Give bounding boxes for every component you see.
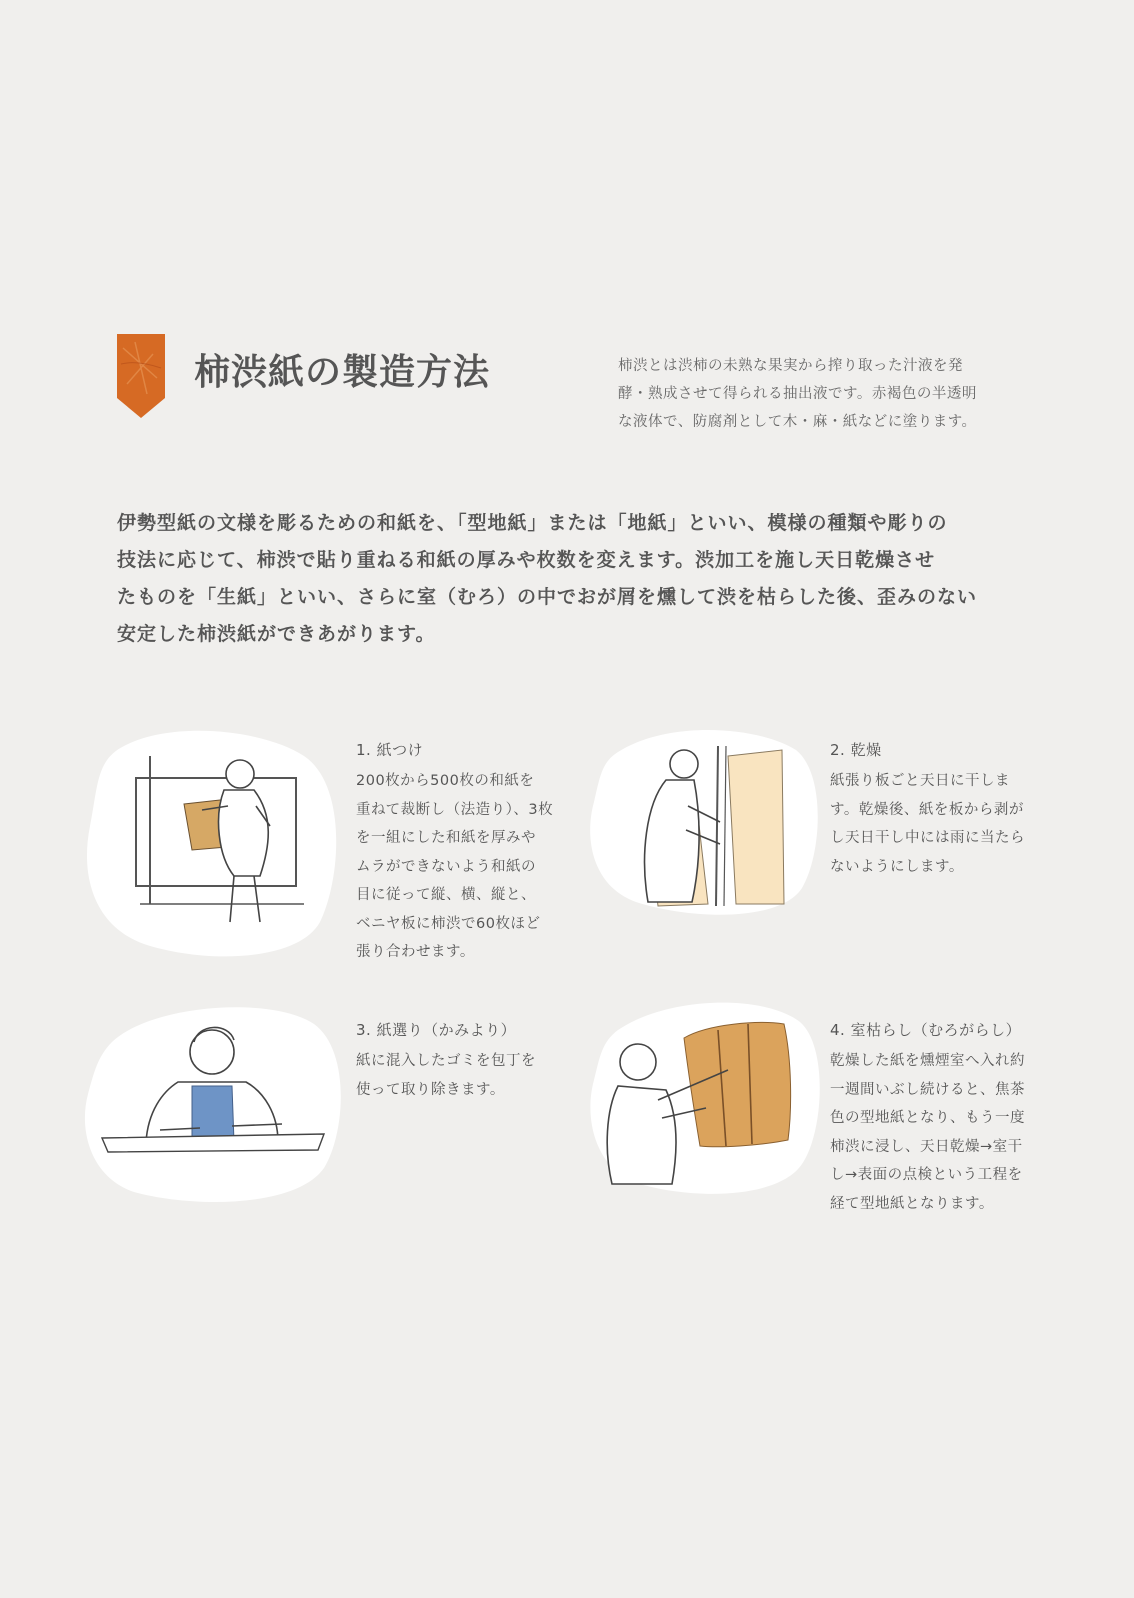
step-line: ムラができないよう和紙の: [356, 858, 536, 875]
step-line: す。乾燥後、紙を板から剥が: [830, 801, 1024, 818]
smoking-room-illustration-icon: [588, 1000, 820, 1196]
page-title: 柿渋紙の製造方法: [194, 352, 491, 393]
lead-paragraph: [117, 505, 1047, 653]
step-line: 紙に混入したゴミを包丁を: [356, 1053, 536, 1069]
step-title: 4. 室枯らし（むろがらし）: [830, 1021, 1022, 1039]
step-line: を一組にした和紙を厚みや: [356, 830, 536, 846]
lead-line: たものを「生紙」といい、さらに室（むろ）の中でおが屑を燻して渋を枯らした後、歪みのない: [117, 586, 978, 608]
step-line: 柿渋に浸し、天日乾燥→室干: [830, 1138, 1023, 1155]
step-line: ベニヤ板に柿渋で60枚ほど: [356, 915, 541, 932]
step-line: 乾燥した紙を燻煙室へ入れ約: [830, 1053, 1025, 1069]
step-line: 色の型地紙となり、もう一度: [830, 1110, 1025, 1126]
paper-sorting-illustration-icon: [82, 1002, 350, 1206]
paper-pasting-illustration-icon: [84, 726, 346, 962]
step-line: 紙張り板ごと天日に干しま: [830, 773, 1010, 789]
step-line: し→表面の点検という工程を: [830, 1167, 1023, 1183]
step-title: 1. 紙つけ: [356, 741, 424, 759]
step-body: [830, 767, 1025, 881]
step-line: 使って取り除きます。: [356, 1081, 505, 1098]
intro-line: な液体で、防腐剤として木・麻・紙などに塗ります。: [618, 414, 977, 430]
intro-text: [618, 352, 1028, 436]
step-line: 目に従って縦、横、縦と、: [356, 887, 536, 903]
lead-line: 安定した柿渋紙ができあがります。: [117, 623, 436, 645]
step-body: [356, 767, 553, 967]
step-line: し天日干し中には雨に当たら: [830, 830, 1025, 846]
step-line: 重ねて裁断し（法造り）、3枚: [356, 801, 554, 818]
step-body: [356, 1047, 536, 1104]
kakishibu-emblem-icon: [117, 334, 165, 422]
lead-line: 技法に応じて、柿渋で貼り重ねる和紙の厚みや枚数を変えます。渋加工を施し天日乾燥させ: [117, 549, 936, 571]
step-line: 経て型地紙となります。: [830, 1195, 994, 1212]
step-body: [830, 1047, 1025, 1218]
step-title: 2. 乾燥: [830, 741, 882, 759]
step-line: 一週間いぶし続けると、焦茶: [830, 1081, 1025, 1098]
intro-line: 酵・熟成させて得られる抽出液です。赤褐色の半透明: [618, 386, 977, 402]
step-line: 張り合わせます。: [356, 944, 475, 960]
drying-illustration-icon: [588, 726, 820, 916]
lead-line: 伊勢型紙の文様を彫るための和紙を、「型地紙」または「地紙」といい、模様の種類や彫りの: [117, 512, 948, 534]
step-line: 200枚から500枚の和紙を: [356, 773, 535, 789]
step-line: ないようにします。: [830, 858, 964, 875]
intro-line: 柿渋とは渋柿の未熟な果実から搾り取った汁液を発: [618, 358, 963, 374]
step-title: 3. 紙選り（かみより）: [356, 1021, 517, 1039]
